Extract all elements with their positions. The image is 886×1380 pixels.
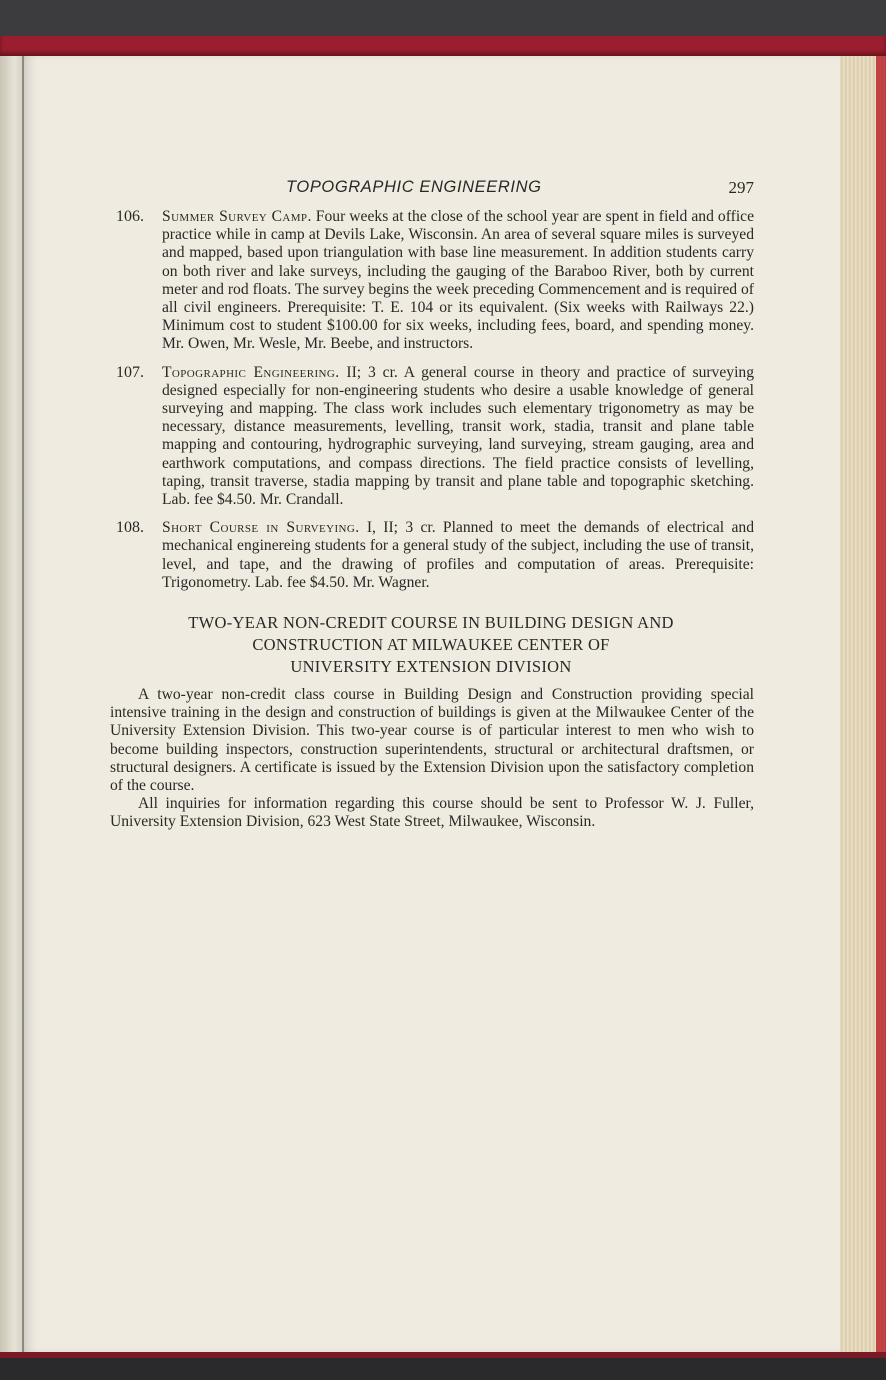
scan-background-top (0, 0, 886, 36)
course-number: 107. (116, 363, 144, 381)
book-binding-red-edge (0, 36, 886, 56)
section-heading-line: CONSTRUCTION AT MILWAUKEE CENTER OF (252, 635, 610, 655)
page-stack-edge (840, 56, 886, 1352)
scan-background-bottom (0, 1352, 886, 1380)
section-paragraph: A two-year non-credit class course in Building Design and Construction providing special intensive training in the design and construction of buildings is given at the Milwaukee Center of the University Extension Division. This two-year course is of particular interest to men who wish to become building inspectors, construction superintendents, structural or architectural draftsmen, or structural designers. A certificate is issued by the Extension Division upon the satisfactory completion of the course. (110, 686, 754, 795)
course-number: 108. (116, 519, 144, 537)
section-heading (108, 612, 754, 678)
running-header (108, 172, 754, 202)
course-number: 106. (116, 208, 144, 225)
course-title: Summer Survey Camp. (162, 208, 312, 225)
course-entry-107 (108, 364, 754, 510)
course-description (162, 208, 754, 354)
course-text: II; 3 cr. A general course in theory and practice of surveying designed especially for non-engineering students who desire a usable knowledge of general surveying and mapping. The class work includes such elementary trigonometry as may be necessary, distance measurements, levelling, transit work, stadia, transit and plane table mapping and contouring, hydrographic surveying, land surveying, stream gauging, area and earthwork computations, and compass directions. The field practice consists of levelling, taping, transit traverse, stadia mapping by transit and plane table and topographic sketching. Lab. fee $4.50. Mr. Crandall. (162, 363, 755, 509)
course-title: Short Course in Surveying. (162, 519, 360, 537)
course-title: Topographic Engineering. (162, 363, 340, 381)
section-heading-line: TWO-YEAR NON-CREDIT COURSE IN BUILDING DESIGN AND (188, 613, 674, 633)
course-description (162, 519, 754, 592)
section-heading-line: UNIVERSITY EXTENSION DIVISION (290, 657, 572, 677)
page-content (108, 172, 754, 832)
course-entry-108 (108, 519, 754, 592)
course-entry-106 (108, 208, 754, 354)
course-text: Four weeks at the close of the school year are spent in field and office practice while in camp at Devils Lake, Wisconsin. An area of several square miles is surveyed and mapped, based upon triangulation with base line measurement. In addition students carry on both river and lake surveys, including the gauging of the Baraboo River, both by current meter and rod floats. The survey begins the week preceding Commencement and is required of all civil engineers. Prerequisite: T. E. 104 or its equivalent. (Six weeks with Railways 22.) Minimum cost to student $100.00 for six weeks, including fees, board, and spending money. Mr. Owen, Mr. Wesle, Mr. Beebe, and instructors. (162, 208, 755, 353)
course-description (162, 364, 754, 510)
book-page (24, 56, 840, 1352)
course-text: I, II; 3 cr. Planned to meet the demands of electrical and mechanical enginereing students for a general study of the subject, including the use of transit, level, and tape, and the drawing of profiles and computation of areas. Prerequisite: Trigonometry. Lab. fee $4.50. Mr. Wagner. (162, 519, 754, 591)
page-number: 297 (728, 178, 754, 197)
facing-page-edge (0, 56, 24, 1352)
running-title: TOPOGRAPHIC ENGINEERING (286, 178, 542, 196)
section-paragraph: All inquiries for information regarding this course should be sent to Professor W. J. Fuller, University Extension Division, 623 West State Street, Milwaukee, Wisconsin. (110, 795, 754, 831)
